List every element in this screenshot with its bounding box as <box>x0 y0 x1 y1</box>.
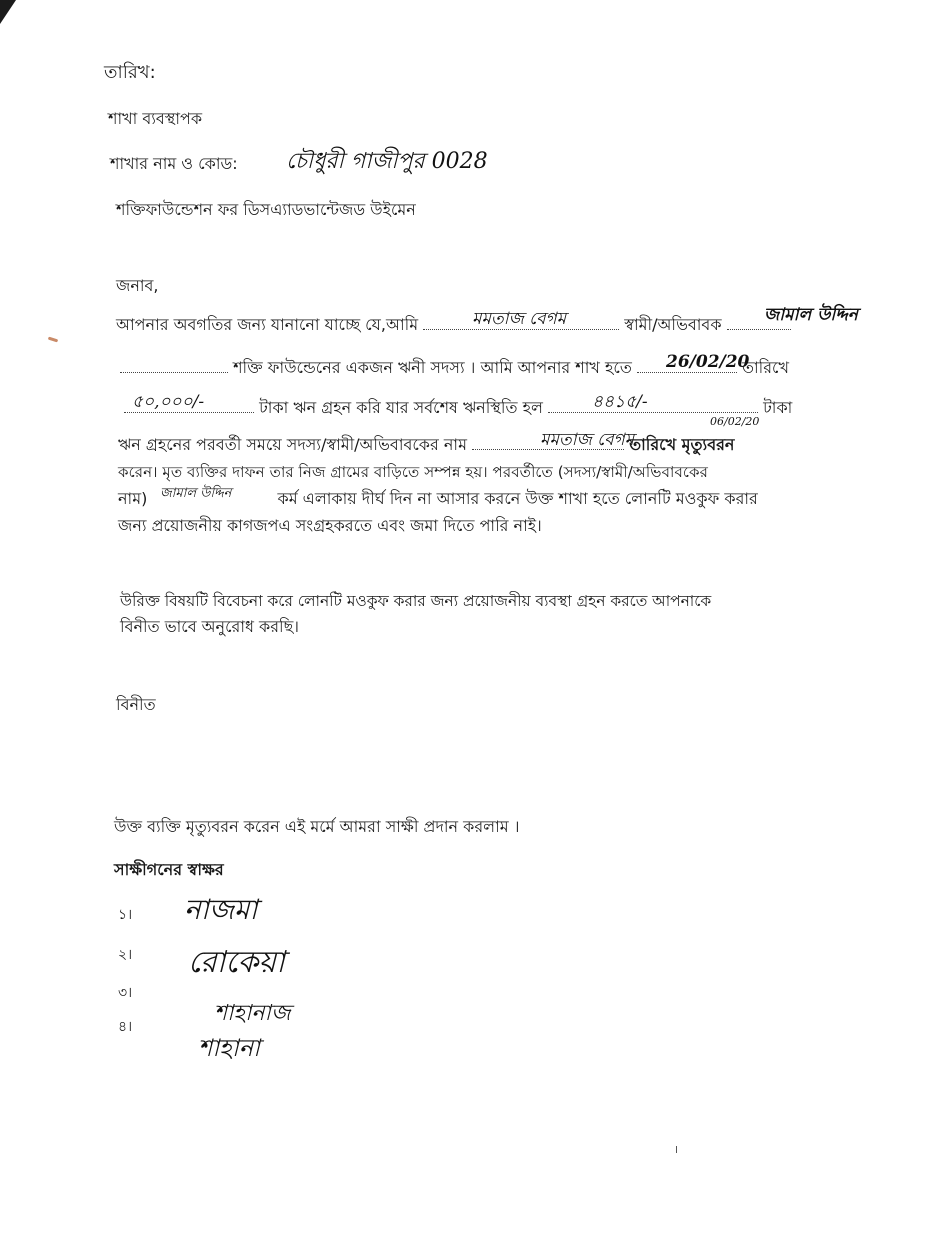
branch-handwritten: চৌধুরী গাজীপুর 0028 <box>286 149 488 174</box>
handwritten-balance: ৪৪১৫/- <box>592 392 648 412</box>
witness-number: ১। <box>118 907 133 923</box>
blank-guardian-name-cont <box>120 358 228 373</box>
witness-number: ২। <box>118 947 133 963</box>
witness-signature: শাহানা <box>198 1034 261 1062</box>
handwritten-guardian-name-2: জামাল উদ্দিন <box>160 486 232 501</box>
body-line-4 <box>118 434 734 456</box>
org-name: শক্তিফাউন্ডেশন ফর ডিসএ্যাডভান্টেজড উইমেন <box>116 200 416 219</box>
body-text: শক্তি ফাউন্ডেনের একজন ঋনী সদস্য । আমি আপনার শাখ হতে <box>233 358 632 377</box>
handwritten-loan-date: 26/02/20 <box>666 352 750 372</box>
body-line-3 <box>124 397 792 419</box>
body-text: স্বামী/অভিবাবক <box>624 315 722 334</box>
witness-statement: উক্ত ব্যক্তি মৃত্যুবরন করেন এই মর্মে আমরা সাক্ষী প্রদান করলাম । <box>114 817 520 836</box>
branch-label: শাখার নাম ও কোড: <box>110 154 238 173</box>
body-text: আপনার অবগতির জন্য যানানো যাচ্ছে যে,আমি <box>116 315 419 334</box>
body-line-7: জন্য প্রয়োজনীয় কাগজপএ সংগ্রহকরতে এবং জমা দিতে পারি নাই। <box>118 516 542 535</box>
witness-number: ৩। <box>118 985 133 1001</box>
handwritten-guardian-name: জামাল উদ্দিন <box>764 305 858 325</box>
body-text: টাকা <box>763 398 793 417</box>
witness-signature: নাজমা <box>184 893 258 926</box>
handwritten-deceased-name: মমতাজ বেগম <box>540 430 635 450</box>
request-line-1: উরিক্ত বিষয়টি বিবেচনা করে লোনটি মওকুফ করার জন্য প্রয়োজনীয় ব্যবস্থা গ্রহন করতে আপনাকে <box>120 592 712 610</box>
body-line-1 <box>116 314 791 336</box>
body-text: তারিখে <box>742 358 789 377</box>
date-label: তারিখ: <box>104 62 156 83</box>
body-text: নাম) <box>118 489 148 508</box>
body-text: টাকা ঋন গ্রহন করি যার সর্বশেষ ঋনস্থিতি হল <box>259 398 543 417</box>
closing: বিনীত <box>116 695 156 714</box>
handwritten-member-name: মমতাজ বেগম <box>472 309 567 329</box>
handwritten-death-date: 06/02/20 <box>710 415 760 428</box>
witness-signature: শাহানাজ <box>214 1001 291 1026</box>
scan-speck <box>48 337 58 343</box>
salutation: জনাব, <box>116 276 159 295</box>
body-text: কর্ম এলাকায় দীর্ঘ দিন না আসার করনে উক্ত শাখা হতে লোনটি মওকুফ করার <box>277 489 758 508</box>
handwritten-loan-amount: ৫০,০০০/- <box>132 392 205 412</box>
request-line-2: বিনীত ভাবে অনুরোধ করছি। <box>120 617 300 636</box>
witness-heading: সাক্ষীগনের স্বাক্ষর <box>114 860 224 879</box>
scan-corner-shadow <box>0 0 16 24</box>
body-line-5: করেন। মৃত ব্যক্তির দাফন তার নিজ গ্রামের বাড়িতে সম্পন্ন হয়। পরবর্তীতে (সদস্য/স্বামী/অভিবাবকের <box>118 463 708 481</box>
scan-speck <box>676 1146 677 1153</box>
blank-balance <box>548 398 758 413</box>
body-text: তারিখে মৃত্যুবরন <box>629 435 735 454</box>
witness-signature: রোকেয়া <box>188 945 285 980</box>
witness-number: ৪। <box>118 1019 133 1035</box>
body-text: ঋন গ্রহনের পরবর্তী সময়ে সদস্য/স্বামী/অভিবাবকের নাম <box>118 435 467 454</box>
recipient-title: শাখা ব্যবস্থাপক <box>108 109 203 128</box>
